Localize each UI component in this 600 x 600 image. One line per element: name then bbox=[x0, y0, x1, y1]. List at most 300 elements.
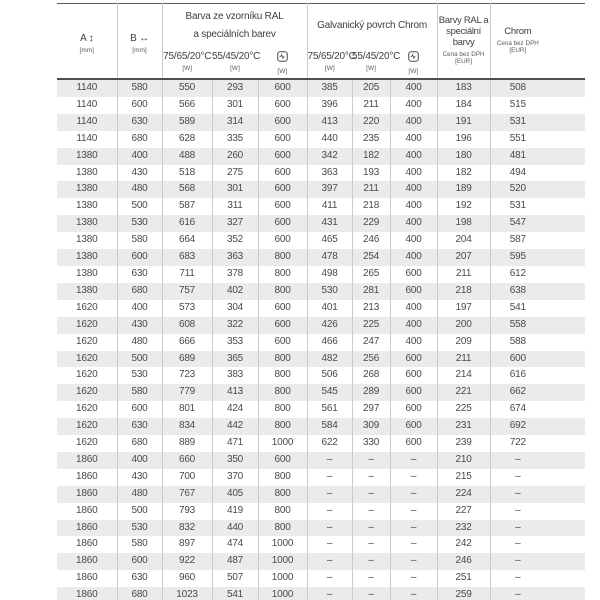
table-cell: 350 bbox=[212, 452, 258, 469]
ral-group-title-line1: Barva ze vzorníku RAL bbox=[185, 10, 284, 22]
table-row bbox=[57, 148, 585, 165]
table-cell: 297 bbox=[352, 401, 390, 418]
table-cell: 800 bbox=[258, 283, 307, 300]
table-cell: 800 bbox=[258, 384, 307, 401]
table-cell: 220 bbox=[352, 114, 390, 131]
table-cell: 197 bbox=[437, 300, 490, 317]
table-row bbox=[57, 367, 585, 384]
table-cell: 600 bbox=[258, 334, 307, 351]
table-cell: 800 bbox=[258, 486, 307, 503]
table-cell: 480 bbox=[117, 334, 162, 351]
table-cell: 440 bbox=[307, 131, 352, 148]
table-cell: 400 bbox=[117, 452, 162, 469]
table-cell: – bbox=[490, 469, 585, 486]
table-row bbox=[57, 300, 585, 317]
table-cell: 600 bbox=[117, 553, 162, 570]
table-row bbox=[57, 587, 585, 600]
table-cell: 309 bbox=[352, 418, 390, 435]
table-cell: – bbox=[352, 452, 390, 469]
table-cell: 580 bbox=[117, 232, 162, 249]
table-cell: 1860 bbox=[76, 521, 98, 533]
electric-heater-icon bbox=[277, 49, 288, 67]
table-cell: 1380 bbox=[76, 183, 98, 195]
table-cell: 400 bbox=[390, 181, 437, 198]
table-cell: 630 bbox=[117, 570, 162, 587]
table-cell: 207 bbox=[437, 249, 490, 266]
table-cell: 413 bbox=[212, 384, 258, 401]
table-cell: 1380 bbox=[76, 284, 98, 296]
table-cell: 515 bbox=[490, 97, 585, 114]
table-cell: 630 bbox=[117, 266, 162, 283]
table-cell: 232 bbox=[437, 520, 490, 537]
table-cell: 600 bbox=[258, 232, 307, 249]
table-cell: 666 bbox=[162, 334, 212, 351]
table-cell: 275 bbox=[212, 165, 258, 182]
ral-group-title-line2: a speciálních barev bbox=[193, 29, 276, 40]
price-chrome-vat-note: Cena bez DPH [EUR] bbox=[496, 40, 539, 55]
table-cell: 494 bbox=[490, 165, 585, 182]
table-cell: 711 bbox=[162, 266, 212, 283]
table-cell: 680 bbox=[117, 435, 162, 452]
table-cell: 430 bbox=[117, 469, 162, 486]
column-header-height-a bbox=[57, 4, 117, 80]
table-cell: 400 bbox=[117, 300, 162, 317]
table-cell: 322 bbox=[212, 317, 258, 334]
table-cell: 530 bbox=[117, 215, 162, 232]
table-cell: 430 bbox=[117, 317, 162, 334]
table-cell: – bbox=[307, 553, 352, 570]
table-cell: 211 bbox=[352, 181, 390, 198]
table-cell: 214 bbox=[437, 367, 490, 384]
table-cell: – bbox=[307, 486, 352, 503]
table-row bbox=[57, 536, 585, 553]
subheader-chrome-5545 bbox=[352, 44, 401, 79]
table-body bbox=[57, 79, 585, 600]
table-cell: 518 bbox=[162, 165, 212, 182]
table-cell: 247 bbox=[352, 334, 390, 351]
table-cell: 608 bbox=[162, 317, 212, 334]
table-cell: 254 bbox=[352, 249, 390, 266]
table-cell: – bbox=[490, 553, 585, 570]
table-cell: 793 bbox=[162, 503, 212, 520]
table-row bbox=[57, 469, 585, 486]
table-cell: 889 bbox=[162, 435, 212, 452]
table-cell: – bbox=[490, 503, 585, 520]
table-cell: – bbox=[352, 570, 390, 587]
table-cell: 568 bbox=[162, 181, 212, 198]
column-header-price-ral bbox=[437, 4, 490, 80]
table-cell: – bbox=[490, 570, 585, 587]
table-cell: 400 bbox=[390, 300, 437, 317]
table-row bbox=[57, 486, 585, 503]
table-cell: 311 bbox=[212, 198, 258, 215]
table-cell: 385 bbox=[307, 79, 352, 97]
table-cell: 551 bbox=[490, 131, 585, 148]
table-cell: 600 bbox=[258, 165, 307, 182]
table-cell: 680 bbox=[117, 283, 162, 300]
table-cell: – bbox=[390, 587, 437, 600]
table-cell: 800 bbox=[258, 266, 307, 283]
table-cell: 680 bbox=[117, 587, 162, 600]
table-cell: – bbox=[352, 587, 390, 600]
ral-5545-unit: [W] bbox=[230, 65, 240, 73]
table-cell: 520 bbox=[490, 181, 585, 198]
ral-7565-label: 75/65/20°C bbox=[163, 51, 212, 62]
table-cell: 400 bbox=[117, 148, 162, 165]
table-cell: 612 bbox=[490, 266, 585, 283]
table-cell: 545 bbox=[307, 384, 352, 401]
table-cell: 600 bbox=[117, 401, 162, 418]
table-cell: 1860 bbox=[76, 555, 98, 567]
table-cell: 800 bbox=[258, 469, 307, 486]
table-cell: 1380 bbox=[76, 234, 98, 246]
price-ral-label-line2: speciální barvy bbox=[446, 26, 481, 49]
table-cell: 600 bbox=[258, 198, 307, 215]
table-cell: 268 bbox=[352, 367, 390, 384]
table-cell: – bbox=[352, 486, 390, 503]
table-cell: 600 bbox=[258, 215, 307, 232]
table-cell: 1620 bbox=[76, 386, 98, 398]
table-cell: 227 bbox=[437, 503, 490, 520]
table-cell: 184 bbox=[437, 97, 490, 114]
table-cell: 259 bbox=[437, 587, 490, 600]
table-cell: – bbox=[352, 536, 390, 553]
table-cell: 196 bbox=[437, 131, 490, 148]
table-cell: – bbox=[352, 520, 390, 537]
table-cell: 595 bbox=[490, 249, 585, 266]
table-cell: 498 bbox=[307, 266, 352, 283]
table-cell: 304 bbox=[212, 300, 258, 317]
table-cell: 600 bbox=[258, 452, 307, 469]
table-cell: 722 bbox=[490, 435, 585, 452]
table-cell: 600 bbox=[490, 351, 585, 368]
table-cell: 474 bbox=[212, 536, 258, 553]
table-cell: 481 bbox=[490, 148, 585, 165]
table-cell: 700 bbox=[162, 469, 212, 486]
table-cell: 500 bbox=[117, 503, 162, 520]
table-cell: – bbox=[352, 469, 390, 486]
table-cell: 213 bbox=[352, 300, 390, 317]
table-cell: 419 bbox=[212, 503, 258, 520]
radiator-price-table bbox=[57, 3, 585, 600]
table-row bbox=[57, 351, 585, 368]
table-cell: 1380 bbox=[76, 217, 98, 229]
table-cell: 405 bbox=[212, 486, 258, 503]
table-cell: 1380 bbox=[76, 200, 98, 212]
table-cell: – bbox=[390, 469, 437, 486]
table-cell: 215 bbox=[437, 469, 490, 486]
table-cell: 500 bbox=[117, 198, 162, 215]
ral-5545-label: 55/45/20°C bbox=[212, 51, 261, 62]
table-cell: 246 bbox=[437, 553, 490, 570]
table-row bbox=[57, 165, 585, 182]
table-cell: 401 bbox=[307, 300, 352, 317]
table-cell: 225 bbox=[352, 317, 390, 334]
width-b-unit: [mm] bbox=[132, 46, 147, 54]
table-row bbox=[57, 97, 585, 114]
table-cell: – bbox=[307, 587, 352, 600]
table-cell: 723 bbox=[162, 367, 212, 384]
table-cell: 378 bbox=[212, 266, 258, 283]
table-cell: 400 bbox=[390, 165, 437, 182]
table-cell: 251 bbox=[437, 570, 490, 587]
table-cell: 600 bbox=[390, 351, 437, 368]
table-cell: – bbox=[490, 452, 585, 469]
table-cell: 832 bbox=[162, 520, 212, 537]
table-row bbox=[57, 570, 585, 587]
table-row bbox=[57, 181, 585, 198]
table-cell: 281 bbox=[352, 283, 390, 300]
table-cell: 600 bbox=[258, 79, 307, 97]
table-cell: 531 bbox=[490, 114, 585, 131]
table-cell: 547 bbox=[490, 215, 585, 232]
table-cell: 600 bbox=[390, 384, 437, 401]
table-cell: 204 bbox=[437, 232, 490, 249]
table-cell: 506 bbox=[307, 367, 352, 384]
table-cell: 1000 bbox=[258, 435, 307, 452]
table-cell: 1380 bbox=[76, 267, 98, 279]
table-cell: 211 bbox=[437, 266, 490, 283]
subheader-chrome-7565 bbox=[307, 44, 356, 79]
table-cell: 1000 bbox=[258, 587, 307, 600]
table-cell: 600 bbox=[390, 435, 437, 452]
table-cell: 587 bbox=[490, 232, 585, 249]
table-cell: 580 bbox=[117, 536, 162, 553]
table-cell: 1860 bbox=[76, 487, 98, 499]
table-cell: 530 bbox=[307, 283, 352, 300]
table-cell: 440 bbox=[212, 520, 258, 537]
table-cell: 400 bbox=[390, 131, 437, 148]
table-cell: 330 bbox=[352, 435, 390, 452]
chrome-group-title: Galvanický povrch Chrom bbox=[317, 19, 427, 31]
table-cell: 1860 bbox=[76, 589, 98, 600]
table-row bbox=[57, 334, 585, 351]
table-row bbox=[57, 249, 585, 266]
table-cell: 1860 bbox=[76, 538, 98, 550]
table-cell: 239 bbox=[437, 435, 490, 452]
table-cell: 260 bbox=[212, 148, 258, 165]
table-cell: 1620 bbox=[76, 403, 98, 415]
table-row bbox=[57, 553, 585, 570]
table-cell: 800 bbox=[258, 351, 307, 368]
table-cell: 692 bbox=[490, 418, 585, 435]
table-row bbox=[57, 232, 585, 249]
table-cell: 584 bbox=[307, 418, 352, 435]
table-cell: 628 bbox=[162, 131, 212, 148]
table-cell: 580 bbox=[117, 384, 162, 401]
table-cell: 600 bbox=[390, 283, 437, 300]
table-cell: 600 bbox=[258, 300, 307, 317]
table-cell: – bbox=[307, 520, 352, 537]
table-row bbox=[57, 283, 585, 300]
table-cell: 487 bbox=[212, 553, 258, 570]
table-cell: 191 bbox=[437, 114, 490, 131]
table-cell: 480 bbox=[117, 181, 162, 198]
table-row bbox=[57, 215, 585, 232]
width-b-label: B ↔ bbox=[130, 32, 149, 44]
table-cell: 800 bbox=[258, 401, 307, 418]
table-row bbox=[57, 418, 585, 435]
table-cell: 218 bbox=[352, 198, 390, 215]
group-header-ral-colors bbox=[162, 4, 307, 45]
table-cell: 1860 bbox=[76, 572, 98, 584]
height-a-label: A ↕ bbox=[80, 32, 94, 44]
table-cell: 541 bbox=[212, 587, 258, 600]
table-cell: 600 bbox=[117, 249, 162, 266]
table-cell: 630 bbox=[117, 114, 162, 131]
table-cell: 327 bbox=[212, 215, 258, 232]
table-cell: 600 bbox=[117, 97, 162, 114]
table-cell: – bbox=[390, 503, 437, 520]
table-cell: 180 bbox=[437, 148, 490, 165]
table-cell: 800 bbox=[258, 367, 307, 384]
table-cell: 396 bbox=[307, 97, 352, 114]
table-cell: 683 bbox=[162, 249, 212, 266]
table-cell: 561 bbox=[307, 401, 352, 418]
table-cell: 400 bbox=[390, 114, 437, 131]
electric-heater-icon bbox=[408, 49, 419, 67]
table-cell: 1380 bbox=[76, 166, 98, 178]
table-cell: 801 bbox=[162, 401, 212, 418]
table-cell: 400 bbox=[390, 317, 437, 334]
table-cell: 1620 bbox=[76, 318, 98, 330]
table-cell: 767 bbox=[162, 486, 212, 503]
table-cell: 600 bbox=[390, 401, 437, 418]
table-cell: 488 bbox=[162, 148, 212, 165]
table-cell: 1860 bbox=[76, 504, 98, 516]
table-cell: 1860 bbox=[76, 453, 98, 465]
table-row bbox=[57, 503, 585, 520]
table-header bbox=[57, 4, 585, 80]
table-cell: 352 bbox=[212, 232, 258, 249]
table-cell: 242 bbox=[437, 536, 490, 553]
table-cell: 662 bbox=[490, 384, 585, 401]
ral-7565-unit: [W] bbox=[182, 65, 193, 73]
column-header-price-chrome bbox=[490, 4, 585, 80]
price-ral-vat-note: Cena bez DPH [EUR] bbox=[442, 51, 485, 66]
table-cell: 960 bbox=[162, 570, 212, 587]
table-cell: 1620 bbox=[76, 437, 98, 449]
table-cell: 218 bbox=[437, 283, 490, 300]
table-cell: – bbox=[390, 570, 437, 587]
table-cell: 189 bbox=[437, 181, 490, 198]
table-cell: – bbox=[307, 452, 352, 469]
table-row bbox=[57, 452, 585, 469]
table-cell: – bbox=[490, 520, 585, 537]
table-cell: 363 bbox=[307, 165, 352, 182]
table-cell: 674 bbox=[490, 401, 585, 418]
table-cell: – bbox=[352, 503, 390, 520]
table-cell: 182 bbox=[437, 165, 490, 182]
table-cell: 431 bbox=[307, 215, 352, 232]
table-cell: 800 bbox=[258, 249, 307, 266]
table-cell: 192 bbox=[437, 198, 490, 215]
table-cell: 1000 bbox=[258, 536, 307, 553]
table-cell: 616 bbox=[490, 367, 585, 384]
chrome-7565-unit: [W] bbox=[324, 65, 335, 73]
table-cell: 342 bbox=[307, 148, 352, 165]
table-cell: 200 bbox=[437, 317, 490, 334]
table-cell: 622 bbox=[307, 435, 352, 452]
table-cell: 897 bbox=[162, 536, 212, 553]
table-cell: 265 bbox=[352, 266, 390, 283]
subheader-ral-7565 bbox=[162, 44, 212, 79]
table-cell: 1860 bbox=[76, 470, 98, 482]
subheader-ral-5545 bbox=[212, 44, 261, 79]
table-cell: 426 bbox=[307, 317, 352, 334]
table-cell: 589 bbox=[162, 114, 212, 131]
table-cell: 1620 bbox=[76, 420, 98, 432]
table-cell: 466 bbox=[307, 334, 352, 351]
table-cell: – bbox=[490, 587, 585, 600]
table-cell: – bbox=[390, 553, 437, 570]
table-cell: 616 bbox=[162, 215, 212, 232]
table-cell: 558 bbox=[490, 317, 585, 334]
chrome-7565-label: 75/65/20°C bbox=[307, 51, 356, 62]
table-cell: 1000 bbox=[258, 553, 307, 570]
table-cell: 800 bbox=[258, 418, 307, 435]
table-cell: 508 bbox=[490, 79, 585, 97]
table-cell: 600 bbox=[390, 266, 437, 283]
table-cell: 638 bbox=[490, 283, 585, 300]
table-cell: 482 bbox=[307, 351, 352, 368]
table-row bbox=[57, 317, 585, 334]
table-cell: 587 bbox=[162, 198, 212, 215]
table-cell: – bbox=[490, 536, 585, 553]
table-cell: – bbox=[307, 503, 352, 520]
ral-electric-unit: [W] bbox=[277, 68, 288, 76]
table-cell: – bbox=[490, 486, 585, 503]
table-cell: 465 bbox=[307, 232, 352, 249]
table-cell: 800 bbox=[258, 503, 307, 520]
table-cell: 335 bbox=[212, 131, 258, 148]
table-cell: 301 bbox=[212, 181, 258, 198]
table-cell: 411 bbox=[307, 198, 352, 215]
table-cell: 363 bbox=[212, 249, 258, 266]
table-cell: 500 bbox=[117, 351, 162, 368]
table-cell: 1620 bbox=[76, 369, 98, 381]
table-cell: 370 bbox=[212, 469, 258, 486]
table-cell: 400 bbox=[390, 334, 437, 351]
table-cell: – bbox=[307, 536, 352, 553]
table-row bbox=[57, 435, 585, 452]
table-row bbox=[57, 266, 585, 283]
table-row bbox=[57, 114, 585, 131]
table-cell: 400 bbox=[390, 97, 437, 114]
table-cell: 600 bbox=[258, 97, 307, 114]
table-row bbox=[57, 401, 585, 418]
table-cell: 400 bbox=[390, 232, 437, 249]
table-cell: – bbox=[390, 536, 437, 553]
table-cell: – bbox=[390, 486, 437, 503]
height-a-unit: [mm] bbox=[79, 46, 94, 54]
table-cell: 225 bbox=[437, 401, 490, 418]
table-cell: 397 bbox=[307, 181, 352, 198]
table-row bbox=[57, 79, 585, 97]
table-cell: 442 bbox=[212, 418, 258, 435]
table-cell: 660 bbox=[162, 452, 212, 469]
table-cell: 507 bbox=[212, 570, 258, 587]
table-cell: 383 bbox=[212, 367, 258, 384]
table-cell: 600 bbox=[390, 418, 437, 435]
table-cell: 600 bbox=[390, 367, 437, 384]
table-cell: 600 bbox=[258, 131, 307, 148]
table-cell: 1023 bbox=[162, 587, 212, 600]
table-cell: 600 bbox=[258, 148, 307, 165]
table-cell: 530 bbox=[117, 367, 162, 384]
table-cell: 471 bbox=[212, 435, 258, 452]
table-cell: – bbox=[390, 520, 437, 537]
